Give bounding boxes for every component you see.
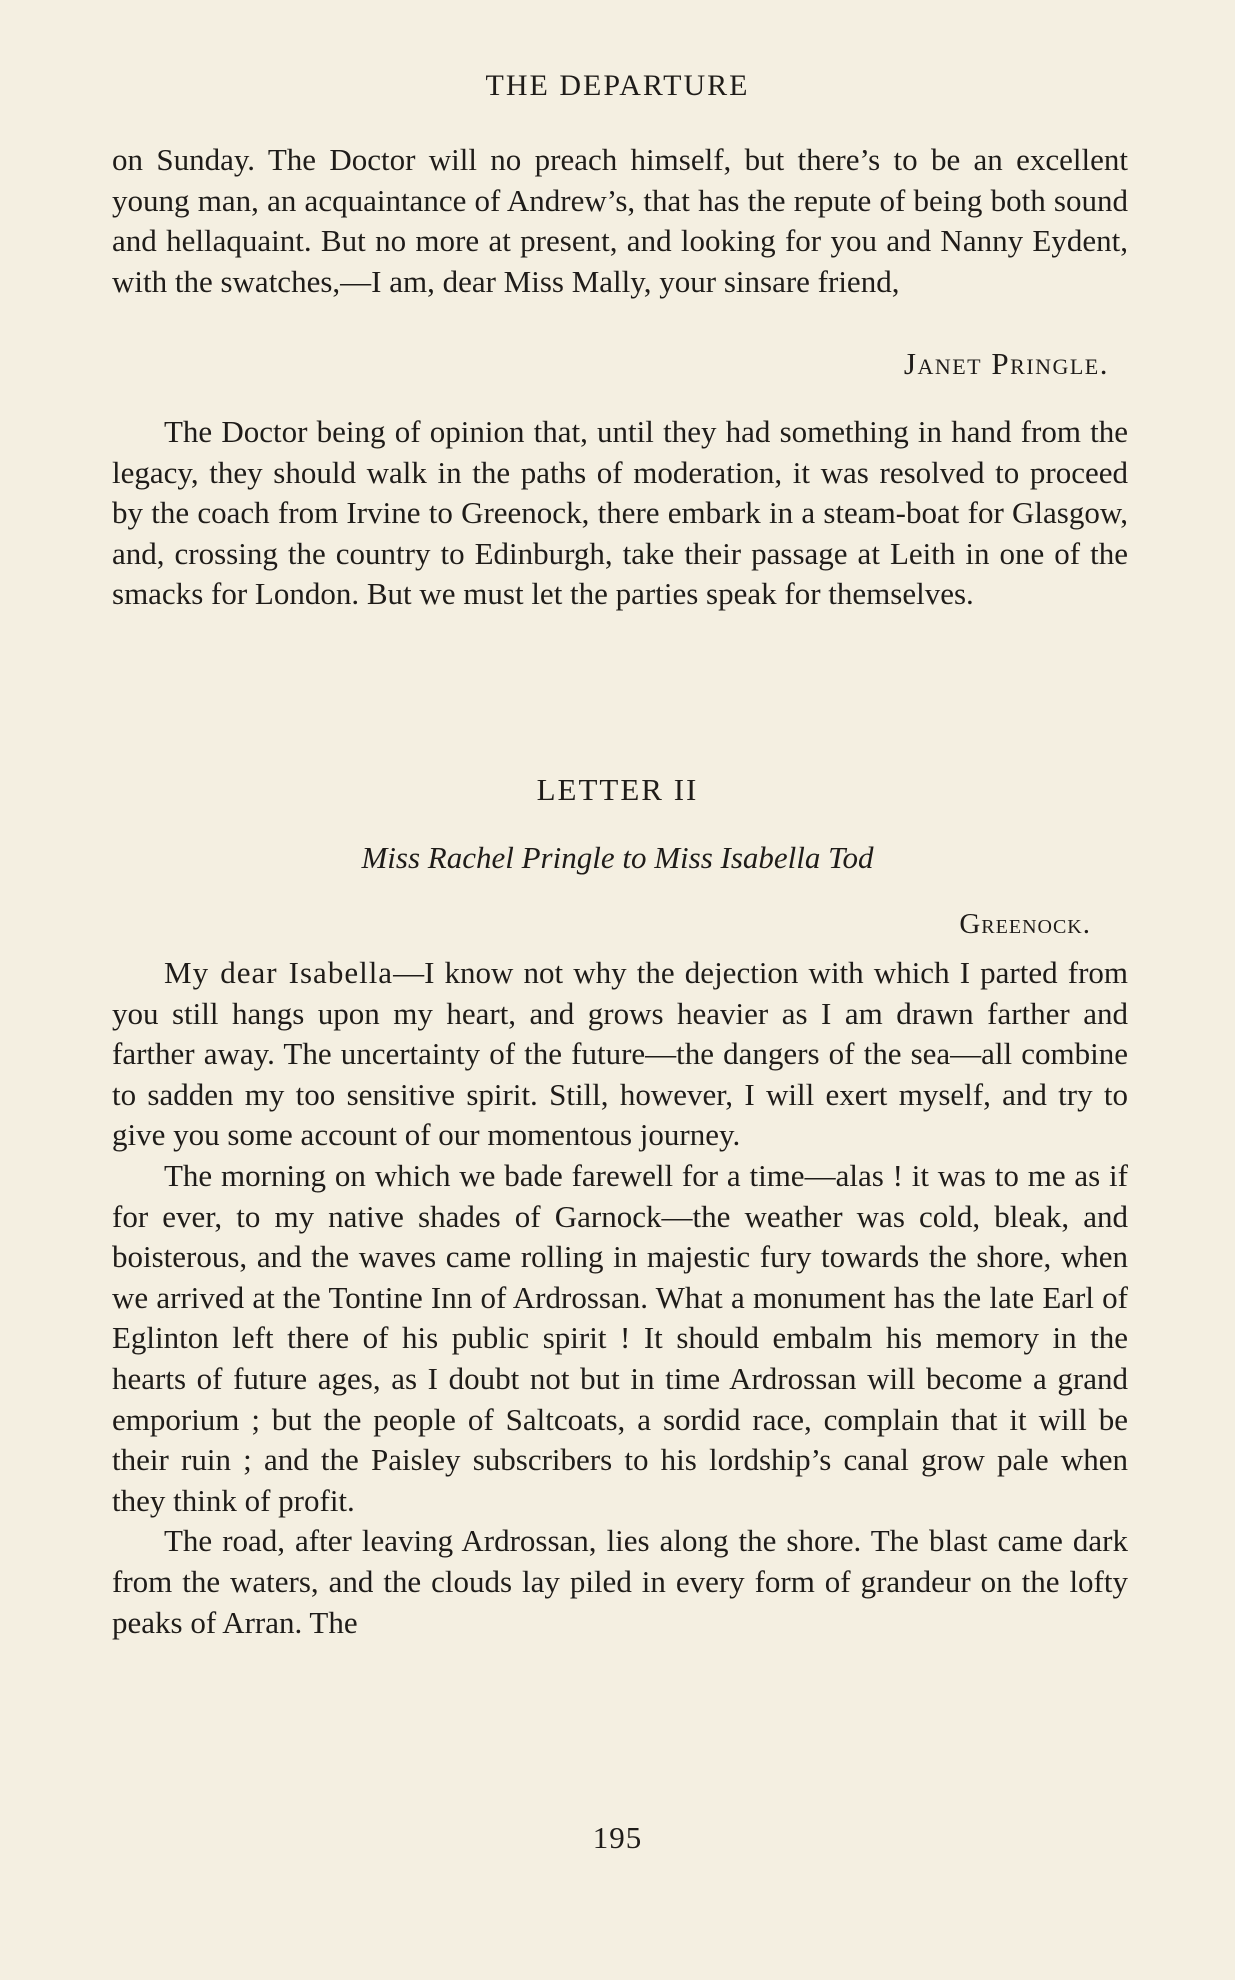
letter-paragraph: The morning on which we bade farewell for a time—alas ! it was to me as if for ever, to my native shades of Garnock—the weather was cold, bleak, and boisterous, and the waves came rolling in majestic fury towards the shore, when we arrived at the Tontine Inn of Ardrossan. What a monument has the late Earl of Eglinton left there of his public spirit ! It should embalm his memory in the hearts of future ages, as I doubt not but in time Ardrossan will become a grand emporium ; but the people of Saltcoats, a sordid race, complain that it will be their ruin ; and the Paisley subscribers to his lordship’s canal grow pale when they think of profit. <box>112 1157 1128 1518</box>
running-head: THE DEPARTURE <box>485 69 750 102</box>
letter-closing-paragraph <box>112 140 1128 302</box>
paragraph-text: —I know not why the dejection with which I parted from you still hangs upon my heart, and grows heavier as I am drawn farther and farther away. The uncertainty of the future—the dangers of the sea—all combine to sadden my too sensitive spirit. Still, however, I will exert myself, and try to give you some account of our momentous journey. <box>112 955 1128 1153</box>
letter-paragraph <box>112 953 1128 1156</box>
place-text: Greenock. <box>959 908 1091 940</box>
letter-paragraph: The road, after leaving Ardrossan, lies along the shore. The blast came dark from the waters, and the clouds lay piled in every form of grandeur on the lofty peaks of Arran. The <box>112 1523 1128 1640</box>
letter-heading: LETTER II <box>536 772 699 807</box>
page-number: 195 <box>592 1820 643 1855</box>
signature <box>904 344 1109 384</box>
paragraph-text: The Doctor being of opinion that, until they had something in hand from the legacy, they should walk in the paths of moderation, it was resolved to proceed by the coach from Irvine to Greenock, there embark in a steam-boat for Glasgow, and, crossing the country to Edinburgh, take their passage at Leith in one of the smacks for London. But we must let the parties speak for themselves. <box>112 414 1128 612</box>
letter-body <box>112 953 1128 1643</box>
paragraph-text: on Sunday. The Doctor will no preach himself, but there’s to be an excellent young man, an acquaintance of Andrew’s, that has the repute of being both sound and hellaquaint. But no more at present, and looking for you and Nanny Eydent, with the swatches,—I am, dear Miss Mally, your sinsare friend, <box>112 142 1128 299</box>
letter-place <box>959 904 1091 944</box>
salutation: My dear Isabella <box>164 955 394 990</box>
signature-text: Janet Pringle. <box>903 346 1109 381</box>
letter-subtitle: Miss Rachel Pringle to Miss Isabella Tod <box>361 840 874 875</box>
narrative-paragraph <box>112 412 1128 615</box>
